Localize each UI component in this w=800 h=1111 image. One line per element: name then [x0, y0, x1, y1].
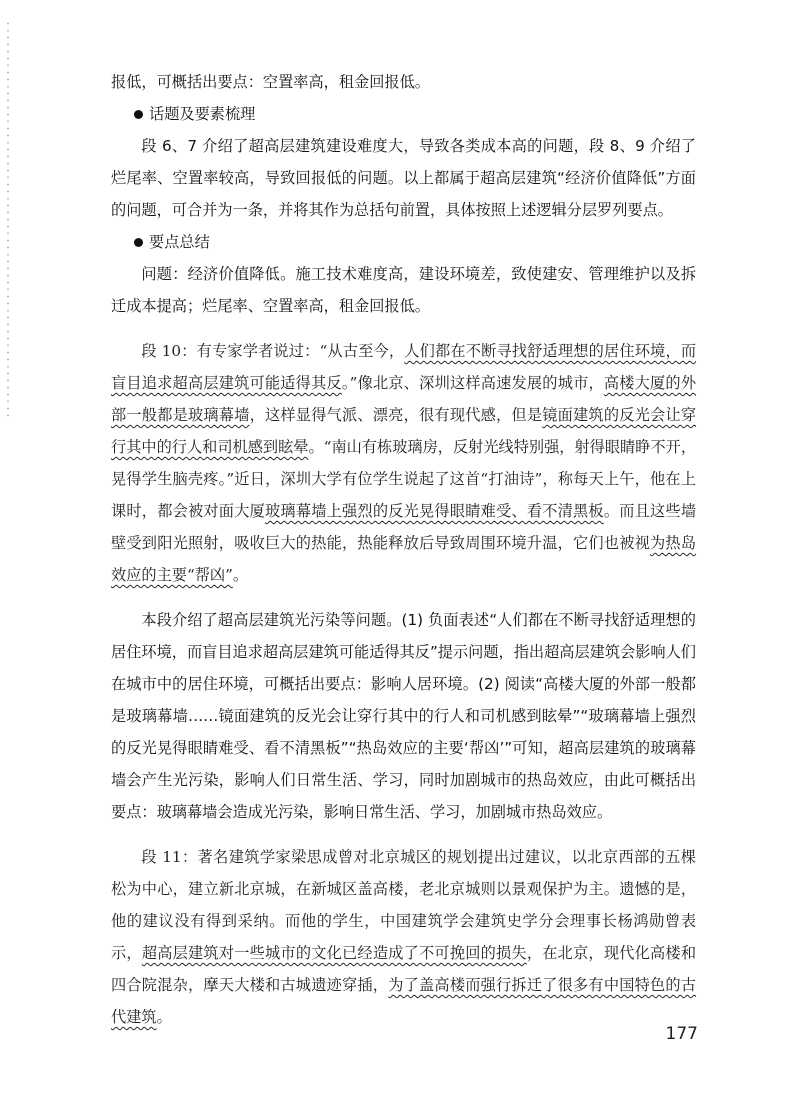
- para10-text-5: 。而且这些墙壁受到阳光照射，吸收巨大的热能，热能释放后导致周围环境升温，它们也被视: [111, 502, 697, 552]
- para10-text-1: 段 10：有专家学者说过：“从古至今，: [141, 342, 405, 360]
- para10-text-2: 。”像北京、深圳这样高速发展的城市，: [341, 374, 604, 392]
- para10-text-6: 。: [232, 566, 249, 584]
- heading-topic-text: 话题及要素梳理: [149, 105, 256, 123]
- heading-summary: [134, 226, 696, 258]
- para10-text-4: 。“南山有栋玻璃房，反射光线特别强，射得眼睛睁不开，晃得学生脑壳疼。”近日，深圳大学有位学生说起了这首“打油诗”，称每天上午，他在上课时，都会被对面大厦: [111, 438, 697, 520]
- spacer: [111, 591, 696, 604]
- scan-margin-dots: [7, 20, 9, 420]
- paragraph-top: 报低，可概括出要点：空置率高，租金回报低。: [111, 73, 430, 91]
- heading-summary-text: 要点总结: [149, 233, 210, 251]
- para10-underline-4: 玻璃幕墙上强烈的反光晃得眼睛难受、看不清黑板: [265, 502, 604, 520]
- page-content: [111, 66, 696, 1033]
- paragraph-10: [111, 335, 696, 591]
- page-number: 177: [665, 1024, 698, 1044]
- bullet-icon: [134, 110, 143, 119]
- para11-underline-2: 为了盖高楼而强行拆迁了很多有中国特色的古代建筑: [111, 976, 697, 1026]
- para11-underline-1: 超高层建筑对一些城市的文化已经造成了不可挽回的损失: [141, 944, 527, 962]
- para10-underline-2: 高楼大厦的外部一般都是玻璃幕墙: [111, 374, 697, 424]
- paragraph-summary: 问题：经济价值降低。施工技术难度高，建设环境差，致使建安、管理维护以及拆迁成本提高；烂尾率、空置率高，租金回报低。: [111, 265, 696, 315]
- paragraph-analysis: 本段介绍了超高层建筑光污染等问题。(1) 负面表述“人们都在不断寻找舒适理想的居住环境，而盲目追求超高层建筑可能适得其反”提示问题，指出超高层建筑会影响人们在城市中的居住环境，可概括出要点：影响人居环境。(2) 阅读“高楼大厦的外部一般都是玻璃幕墙……镜面建筑的反光会让穿行其中的行人和司机感到眩晕”“玻璃幕墙上强烈的反光晃得眼睛难受、看不清黑板”“热岛效应的主要‘帮凶’”可知，超高层建筑的玻璃幕墙会产生光污染，影响人们日常生活、学习，同时加剧城市的热岛效应，由此可概括出要点：玻璃幕墙会造成光污染，影响日常生活、学习，加剧城市热岛效应。: [111, 611, 696, 821]
- paragraph-topic: 段 6、7 介绍了超高层建筑建设难度大，导致各类成本高的问题，段 8、9 介绍了烂尾率、空置率较高，导致回报低的问题。以上都属于超高层建筑“经济价值降低”方面的问题，可合并为一条，并将其作为总括句前置，具体按照上述逻辑分层罗列要点。: [111, 137, 696, 219]
- para11-text-2: ，在北京，现代化高楼和四合院混杂，摩天大楼和古城遗迹穿插，: [111, 944, 697, 994]
- spacer: [111, 322, 696, 335]
- para11-text-3: 。: [156, 1008, 172, 1026]
- paragraph-11: [111, 841, 696, 1033]
- para11-text-1: 段 11：著名建筑学家梁思成曾对北京城区的规划提出过建议，以北京西部的五棵松为中心，建立新北京城，在新城区盖高楼，老北京城则以景观保护为主。遗憾的是，他的建议没有得到采纳。而他的学生，中国建筑学会建筑史学分会理事长杨鸿勋曾表示，: [111, 848, 696, 962]
- spacer: [111, 828, 696, 841]
- heading-topic: [134, 98, 696, 130]
- bullet-icon: [134, 238, 143, 247]
- para10-underline-1: 人们都在不断寻找舒适理想的居住环境，而盲目追求超高层建筑可能适得其反: [111, 342, 697, 392]
- para10-underline-3: 镜面建筑的反光会让穿行其中的行人和司机感到眩晕: [111, 406, 697, 456]
- para10-underline-5: 为热岛效应的主要“帮凶”: [111, 534, 697, 584]
- para10-text-3: ，这样显得气派、漂亮，很有现代感，但是: [249, 406, 543, 424]
